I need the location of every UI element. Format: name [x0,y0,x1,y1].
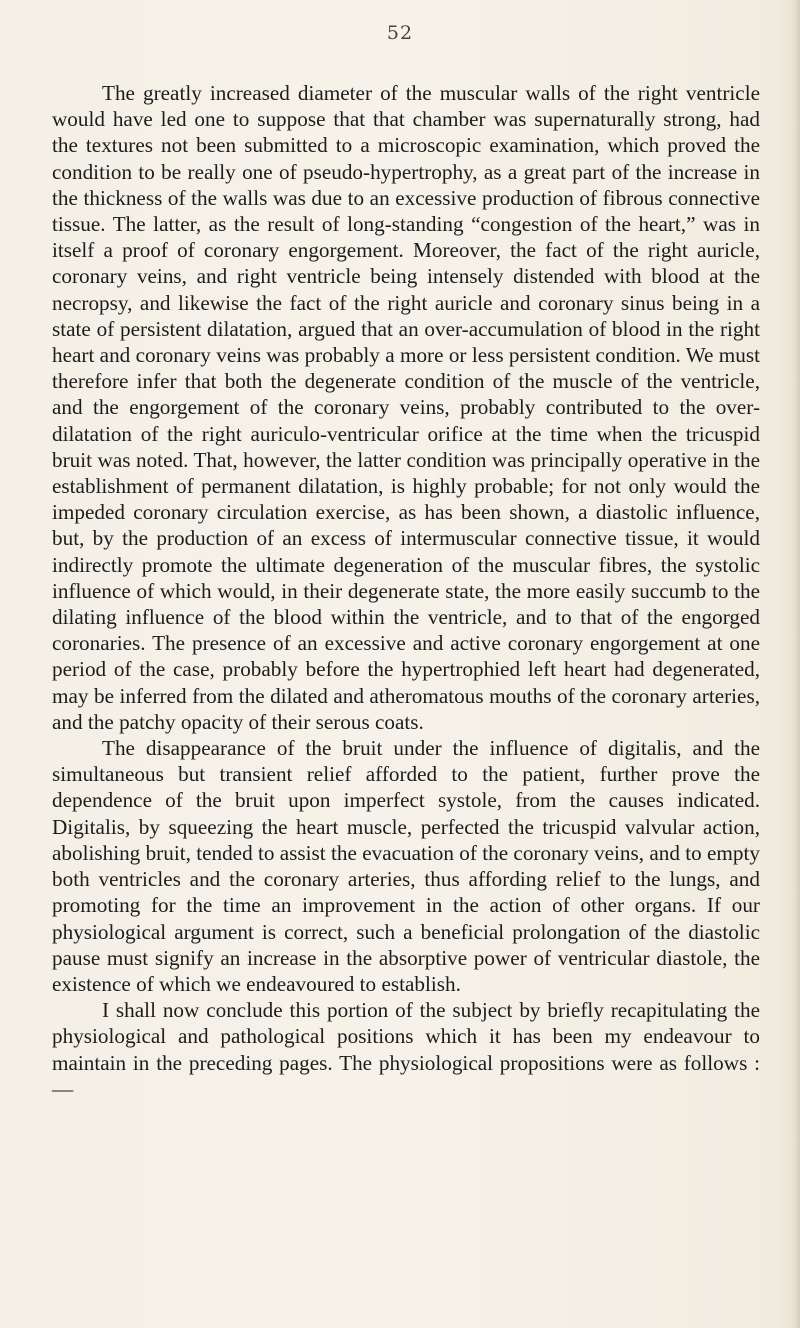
page-number: 52 [386,22,414,44]
paragraph-1: The greatly increased diameter of the muscular walls of the right ventricle would have led one to suppose that that chamber was supernaturally strong, had the textures not been submitted to a microscopic examination, which proved the condition to be really one of pseudo-hypertrophy, as a great part of the increase in the thickness of the walls was due to an excessive production of fibrous connective tissue. The latter, as the result of long-standing “congestion of the heart,” was in itself a proof of coronary engorgement. Moreover, the fact of the right auricle, coronary veins, and right ventricle being intensely distended with blood at the necropsy, and likewise the fact of the right auricle and coronary sinus being in a state of persistent dilatation, argued that an over-accumulation of blood in the right heart and coronary veins was probably a more or less persistent condition. We must therefore infer that both the degenerate condition of the muscle of the ventricle, and the engorgement of the coronary veins, probably contributed to the over-dilatation of the right auriculo-ventricular orifice at the time when the tricuspid bruit was noted. That, however, the latter condition was principally operative in the establishment of permanent dilatation, is highly probable; for not only would the impeded coronary circulation exercise, as has been shown, a diastolic influence, but, by the production of an excess of intermuscular connective tissue, it would indirectly promote the ultimate degeneration of the muscular fibres, the systolic influence of which would, in their degenerate state, the more easily succumb to the dilating influence of the blood within the ventricle, and to that of the engorged coronaries. The presence of an excessive and active coronary engorgement at one period of the case, probably before the hypertrophied left heart had degenerated, may be inferred from the dilated and atheromatous mouths of the coronary arteries, and the patchy opacity of their serous coats. [52,81,760,734]
paragraph-2: The disappearance of the bruit under the influence of digitalis, and the simultaneous but transient relief afforded to the patient, further prove the dependence of the bruit upon imperfect systole, from the causes indicated. Digitalis, by squeezing the heart muscle, perfected the tricuspid valvular action, abolishing bruit, tended to assist the evacuation of the coronary veins, and to empty both ventricles and the coronary arteries, thus affording relief to the lungs, and promoting for the time an improvement in the action of other organs. If our physiological argument is correct, such a beneficial prolongation of the diastolic pause must signify an increase in the absorptive power of ventricular diastole, the existence of which we endeavoured to establish. [52,736,760,996]
body-text [52,80,760,1102]
page-edge-shadow [794,0,800,1328]
paragraph-3: I shall now conclude this portion of the subject by briefly recapitulating the physiological and pathological positions which it has been my endeavour to maintain in the preceding pages. The physiological propositions were as follows :— [52,998,760,1101]
